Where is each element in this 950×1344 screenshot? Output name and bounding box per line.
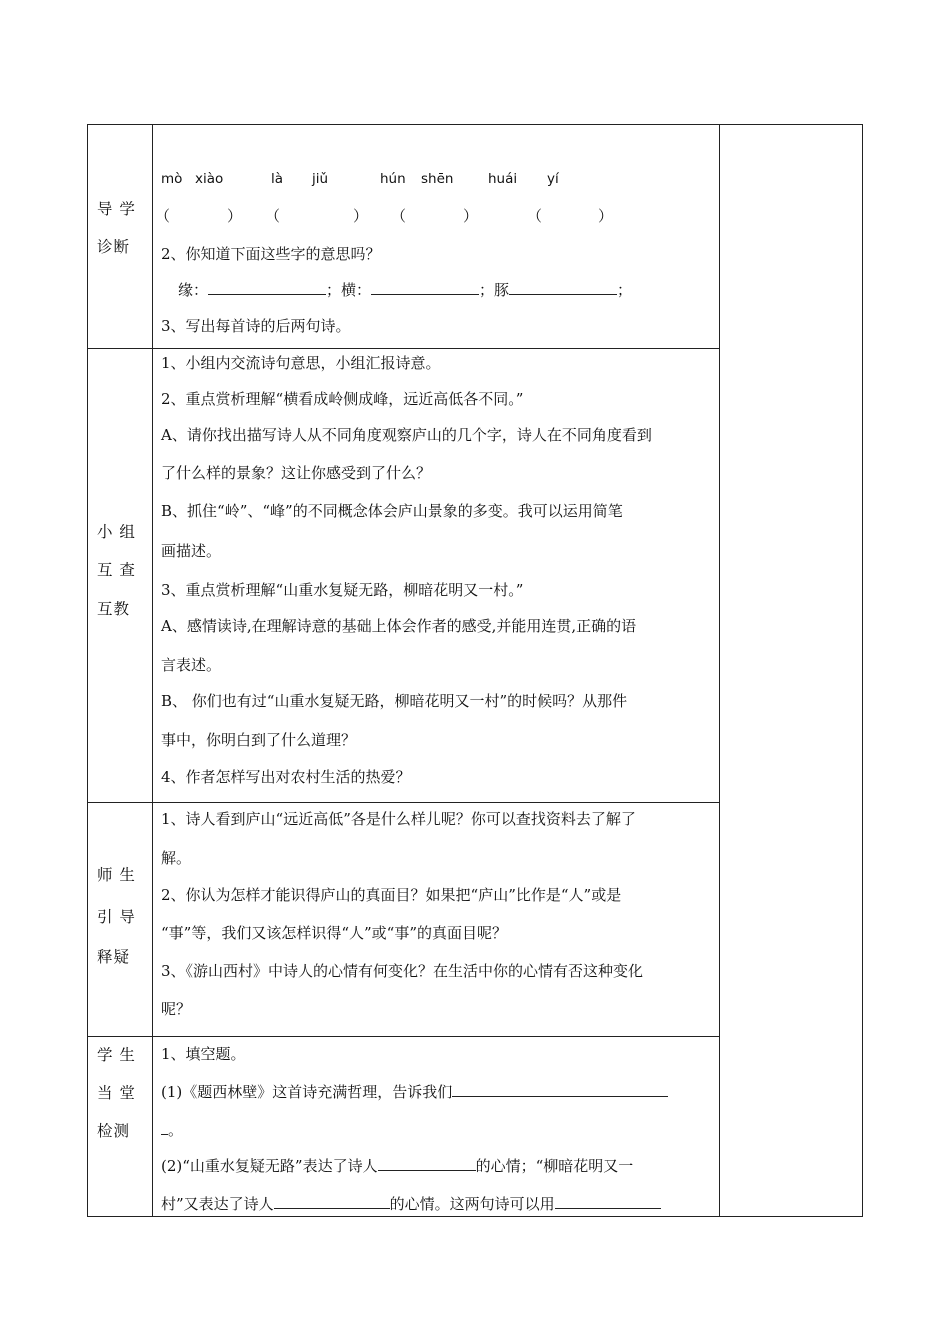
- content-line: 4、作者怎样写出对农村生活的热爱？: [161, 768, 411, 786]
- fill-blank[interactable]: [274, 1194, 390, 1209]
- paren-close: ）: [353, 207, 369, 225]
- pinyin-syllable: mò: [161, 171, 183, 187]
- section-content-diagnosis: [155, 125, 719, 348]
- label-line: 诊断: [97, 238, 131, 256]
- label-line: 检测: [97, 1122, 131, 1140]
- fill-blank[interactable]: [452, 1082, 668, 1097]
- question-3: 3、写出每首诗的后两句诗。: [161, 317, 351, 335]
- assessment-q1-1-cont: [161, 1119, 719, 1140]
- fill-blank[interactable]: [161, 1120, 168, 1135]
- blank-label: ；横：: [326, 281, 372, 299]
- pinyin-syllable: là: [271, 171, 284, 187]
- content-line: 了什么样的景象？这让你感受到了什么？: [161, 464, 432, 482]
- pinyin-row: [161, 171, 719, 189]
- blank-label: ；: [617, 281, 633, 299]
- question-text: 的心情。这两句诗可以用: [389, 1195, 555, 1213]
- content-line: A、请你找出描写诗人从不同角度观察庐山的几个字，诗人在不同角度看到: [161, 426, 652, 444]
- content-line: 解。: [161, 849, 192, 867]
- content-line: 事中，你明白到了什么道理？: [161, 731, 357, 749]
- label-line: 学 生: [97, 1046, 136, 1064]
- pinyin-syllable: xiào: [195, 171, 224, 187]
- label-line: 师 生: [97, 866, 136, 884]
- label-line: 互教: [97, 600, 131, 618]
- paren-open: （: [391, 207, 407, 225]
- content-line: 3、重点赏析理解“山重水复疑无路，柳暗花明又一村。”: [161, 581, 524, 599]
- label-line: 当 堂: [97, 1084, 136, 1102]
- assessment-q1: 1、填空题。: [161, 1045, 246, 1063]
- pinyin-syllable: hún: [380, 171, 406, 187]
- content-line: 3、《游山西村》中诗人的心情有何变化？在生活中你的心情有否这种变化: [161, 962, 644, 980]
- content-line: 2、重点赏析理解“横看成岭侧成峰，远近高低各不同。”: [161, 390, 524, 408]
- fill-blank[interactable]: [378, 1156, 476, 1171]
- fill-blank[interactable]: [555, 1194, 661, 1209]
- content-line: “事”等，我们又该怎样识得“人”或“事”的真面目呢？: [161, 924, 508, 942]
- fill-blank[interactable]: [208, 280, 326, 295]
- paren-close: ）: [598, 207, 614, 225]
- question-text: 的心情；“柳暗花明又一: [475, 1157, 634, 1175]
- paren-close: ）: [463, 207, 479, 225]
- lesson-table: [87, 124, 863, 1217]
- content-line: 2、你认为怎样才能识得庐山的真面目？如果把“庐山”比作是“人”或是: [161, 886, 622, 904]
- question-text: 。: [168, 1121, 184, 1139]
- fill-blank[interactable]: [371, 280, 479, 295]
- pinyin-syllable: shēn: [421, 171, 454, 187]
- assessment-q1-1: [161, 1081, 719, 1102]
- paren-open: （: [155, 207, 171, 225]
- label-line: 小 组: [97, 523, 136, 541]
- content-line: 画描述。: [161, 542, 222, 560]
- question-text: (1)《题西林壁》这首诗充满哲理，告诉我们: [161, 1083, 453, 1101]
- question-text: 村”又表达了诗人: [161, 1195, 274, 1213]
- content-line: 言表述。: [161, 656, 222, 674]
- label-line: 引 导: [97, 908, 136, 926]
- label-line: 互 查: [97, 561, 136, 579]
- column-divider-label: [152, 125, 153, 1216]
- assessment-q1-2-cont: [161, 1193, 719, 1214]
- content-line: 1、诗人看到庐山“远近高低”各是什么样儿呢？你可以查找资料去了解了: [161, 810, 636, 828]
- question-2-blanks: [178, 279, 719, 300]
- pinyin-syllable: huái: [488, 171, 518, 187]
- label-line: 导 学: [97, 200, 136, 218]
- content-line: 呢？: [161, 1000, 192, 1018]
- blank-label: ；豚: [479, 281, 510, 299]
- blank-label: 缘：: [178, 281, 209, 299]
- section-content-group: [161, 349, 719, 802]
- section-content-assessment: [161, 1037, 719, 1217]
- question-text: (2)“山重水复疑无路”表达了诗人: [161, 1157, 378, 1175]
- paren-close: ）: [227, 207, 243, 225]
- content-line: B、抓住“岭”、“峰”的不同概念体会庐山景象的多变。我可以运用简笔: [161, 502, 623, 520]
- question-2: 2、你知道下面这些字的意思吗？: [161, 245, 381, 263]
- answer-parentheses-row: [155, 205, 719, 225]
- content-line: 1、小组内交流诗句意思，小组汇报诗意。: [161, 354, 441, 372]
- assessment-q1-2: [161, 1155, 719, 1176]
- pinyin-syllable: jiǔ: [312, 171, 329, 187]
- paren-open: （: [527, 207, 543, 225]
- label-line: 释疑: [97, 948, 131, 966]
- fill-blank[interactable]: [509, 280, 617, 295]
- content-line: B、 你们也有过“山重水复疑无路，柳暗花明又一村”的时候吗？从那件: [161, 692, 628, 710]
- paren-open: （: [265, 207, 281, 225]
- section-content-guidance: [161, 803, 719, 1036]
- content-line: A、感情读诗,在理解诗意的基础上体会作者的感受,并能用连贯,正确的语: [161, 617, 637, 635]
- column-divider-notes: [719, 125, 720, 1216]
- pinyin-syllable: yí: [547, 171, 559, 187]
